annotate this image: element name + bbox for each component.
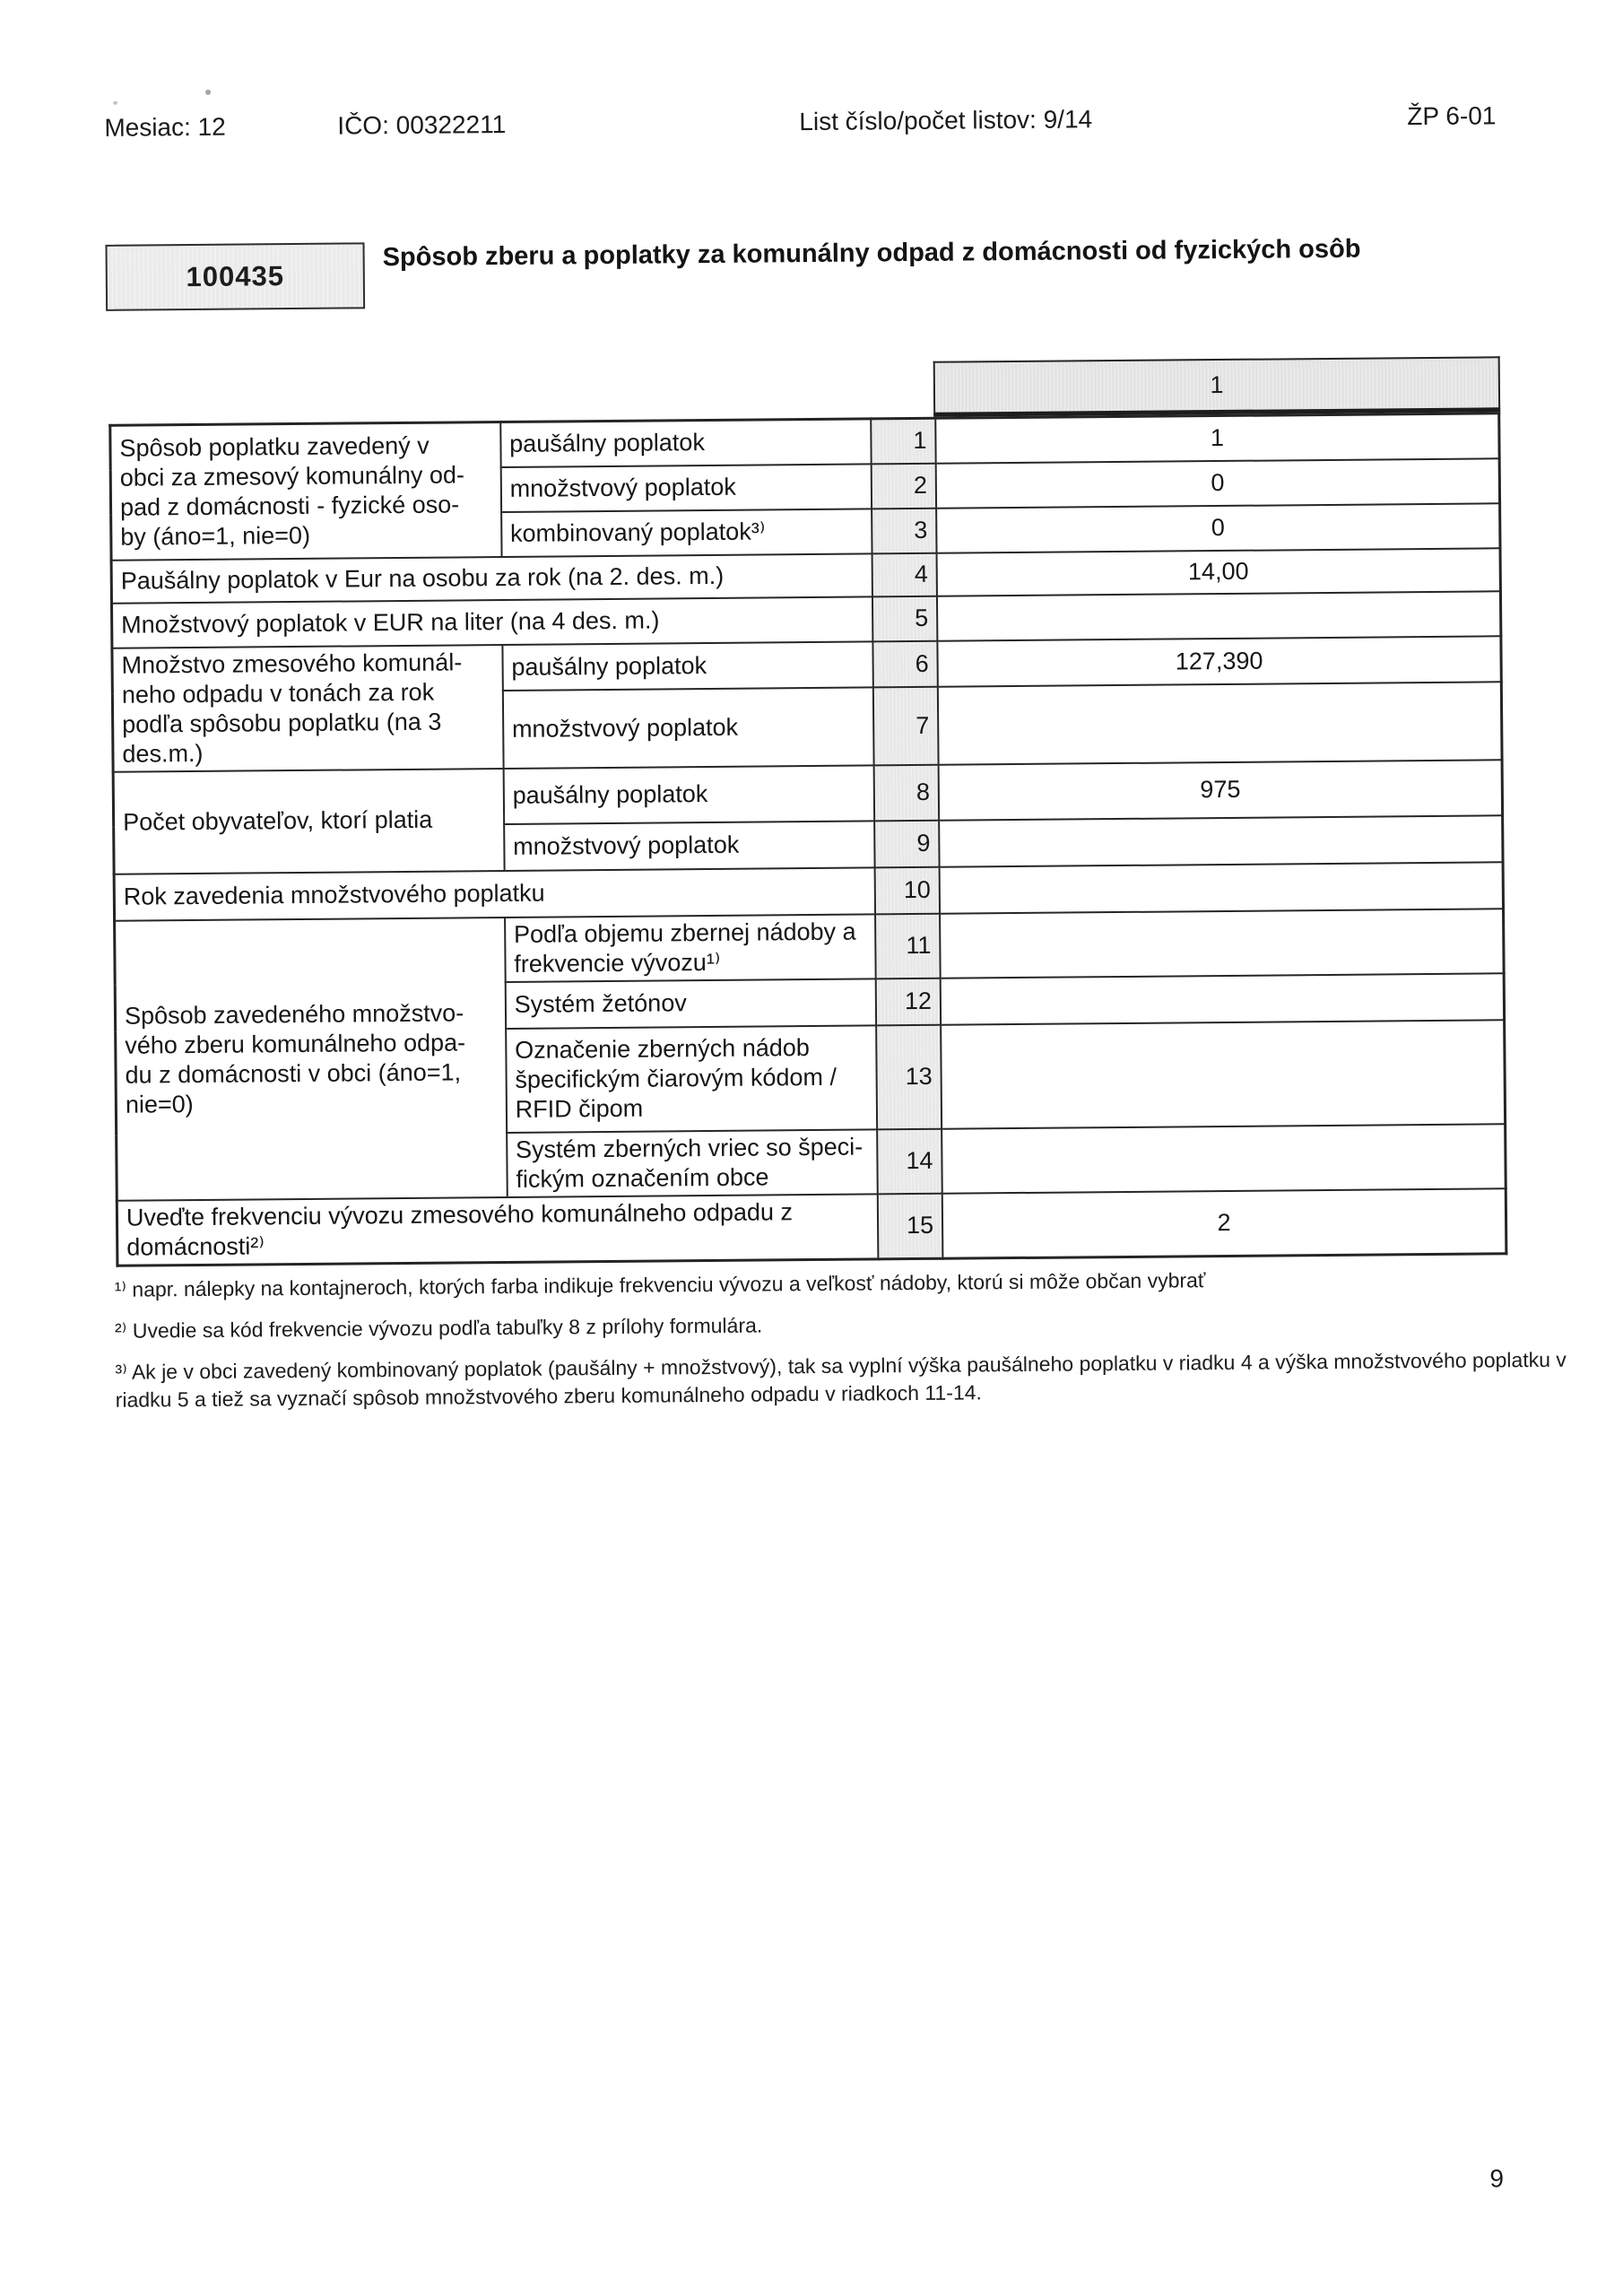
- row-number-cell: 6: [872, 640, 937, 687]
- module-code-box: [105, 242, 365, 311]
- group-label-cell: Spôsob poplatku zavedený v obci za zmesový komunálny od- pad z domácnosti - fyzické oso- by (áno=1, nie=0): [110, 422, 502, 561]
- group-label-cell: Množstvo zmesového komunál- neho odpadu v tonách za rok podľa spôsobu poplatku (na 3 des.m.): [112, 645, 503, 772]
- group-label-cell: Spôsob zavedeného množstvo- vého zberu komunálneho odpa- du z domácnosti v obci (áno=1, nie=0): [115, 917, 508, 1200]
- row-label-cell: Systém žetónov: [505, 978, 876, 1029]
- row-number-cell: 2: [872, 463, 936, 509]
- row-value-cell: [937, 591, 1501, 640]
- row-value-cell: [938, 682, 1502, 764]
- footnote-1: ¹⁾ napr. nálepky na kontajneroch, ktorých farba indikuje frekvenciu vývozu a veľkosť nádoby, ktorú si môže občan vybrať: [114, 1268, 1206, 1301]
- row-number-cell: 13: [876, 1024, 942, 1129]
- row-number-cell: 11: [875, 913, 941, 978]
- row-value-cell: [940, 909, 1504, 978]
- scan-speck: [205, 90, 211, 95]
- group-label-cell: Počet obyvateľov, ktorí platia: [113, 768, 504, 874]
- row-value-cell: 0: [936, 503, 1500, 552]
- row-label-cell: paušálny poplatok: [503, 765, 874, 824]
- row-label-cell: Rok zavedenia množstvového poplatku: [114, 867, 875, 920]
- row-value-cell: 1: [935, 413, 1499, 463]
- footnote-3: ³⁾ Ak je v obci zavedený kombinovaný poplatok (paušálny + množstvový), tak sa vyplní výška paušálneho poplatku v riadku 4 a výška množstvového poplatku v riadku 5 a tiež sa vyznačí spôsob množstvového zberu komunálneho odpadu v riadkoch 11-14.: [115, 1347, 1567, 1412]
- row-number-cell: 10: [875, 866, 940, 914]
- row-label-cell: Systém zberných vriec so špeci- fickým označením obce: [507, 1129, 878, 1197]
- module-code: 100435: [186, 260, 285, 293]
- row-label-cell: Označenie zberných nádob špecifickým čiarovým kódom / RFID čipom: [506, 1025, 877, 1133]
- value-column-header: [933, 356, 1501, 417]
- row-label-cell: Paušálny poplatok v Eur na osobu za rok (na 2. des. m.): [111, 553, 872, 603]
- row-label-cell: paušálny poplatok: [502, 641, 873, 691]
- row-label-cell: kombinovaný poplatok³⁾: [501, 509, 872, 557]
- row-value-cell: [941, 973, 1505, 1024]
- row-label-cell: množstvový poplatok: [500, 464, 872, 512]
- row-number-cell: 1: [871, 418, 935, 464]
- row-label-cell: Podľa objemu zbernej nádoby a frekvencie vývozu¹⁾: [505, 914, 876, 982]
- row-value-cell: 14,00: [937, 548, 1501, 596]
- row-number-cell: 3: [872, 508, 936, 553]
- row-number-cell: 14: [877, 1128, 942, 1194]
- row-number-cell: 12: [876, 978, 941, 1025]
- footnote-2: ²⁾ Uvedie sa kód frekvencie vývozu podľa tabuľky 8 z prílohy formulára.: [114, 1313, 763, 1343]
- row-number-cell: 15: [878, 1193, 943, 1258]
- row-value-cell: [942, 1124, 1506, 1193]
- row-value-cell: [940, 862, 1504, 913]
- table-row: [115, 909, 1505, 986]
- row-value-cell: 2: [942, 1188, 1506, 1258]
- waste-fee-table: [108, 412, 1507, 1266]
- row-label-cell: Množstvový poplatok v EUR na liter (na 4 des. m.): [111, 596, 872, 648]
- row-label-cell: množstvový poplatok: [504, 821, 875, 871]
- row-number-cell: 4: [872, 552, 937, 596]
- sheet-number-field: List číslo/počet listov: 9/14: [799, 105, 1093, 136]
- module-title: Spôsob zberu a poplatky za komunálny odpad z domácnosti od fyzických osôb: [382, 234, 1361, 273]
- row-label-cell: paušálny poplatok: [500, 419, 872, 467]
- month-field: Mesiac: 12: [104, 112, 226, 142]
- row-label-cell: množstvový poplatok: [503, 687, 874, 768]
- row-number-cell: 9: [874, 820, 939, 867]
- ico-field: IČO: 00322211: [337, 109, 507, 140]
- row-value-cell: 127,390: [937, 636, 1501, 687]
- table-row: [117, 1188, 1506, 1265]
- row-value-cell: 975: [939, 760, 1503, 820]
- page-number: 9: [1489, 2164, 1505, 2193]
- row-label-cell: Uveďte frekvenciu vývozu zmesového komunálneho odpadu z domácnosti²⁾: [117, 1194, 878, 1265]
- row-value-cell: [941, 1020, 1505, 1128]
- row-number-cell: 8: [874, 764, 940, 821]
- row-number-cell: 7: [873, 686, 939, 765]
- form-code: ŽP 6-01: [1407, 101, 1497, 131]
- footnotes-block: [115, 1264, 1575, 1428]
- row-value-cell: 0: [936, 458, 1500, 508]
- row-number-cell: 5: [872, 596, 937, 641]
- column-header-label: 1: [1210, 370, 1224, 399]
- scan-speck: [113, 101, 117, 105]
- row-value-cell: [939, 815, 1503, 866]
